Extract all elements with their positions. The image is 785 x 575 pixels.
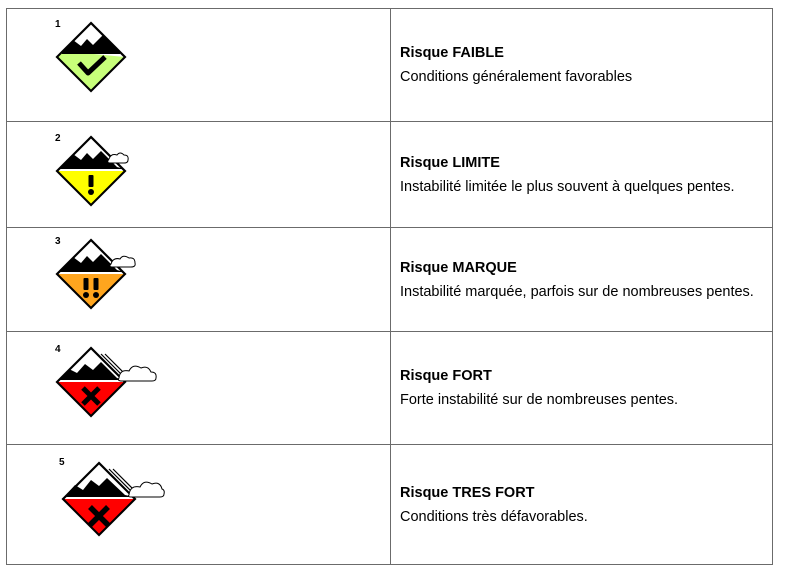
risk-icon-cell xyxy=(7,445,391,565)
risk-row-2 xyxy=(7,122,773,228)
risk-title: Risque LIMITE xyxy=(400,154,500,171)
risk-level-5-pictogram xyxy=(55,455,165,551)
risk-row-5 xyxy=(7,445,773,565)
cloud-icon xyxy=(118,366,156,381)
level-number: 1 xyxy=(55,19,61,30)
risk-row-1 xyxy=(7,9,773,122)
risk-title: Risque FORT xyxy=(400,368,492,384)
cloud-icon xyxy=(108,153,128,163)
risk-description: Conditions généralement favorables xyxy=(400,69,633,85)
risk-icon-cell xyxy=(7,122,391,228)
risk-row-3 xyxy=(7,228,773,332)
risk-level-3-pictogram xyxy=(51,234,141,320)
level-number: 5 xyxy=(59,457,65,468)
risk-description: Instabilité limitée le plus souvent à quelques pentes. xyxy=(400,178,735,195)
cloud-icon xyxy=(110,256,135,267)
risk-icon-cell xyxy=(7,332,391,445)
risk-description: Forte instabilité sur de nombreuses pentes. xyxy=(400,392,679,408)
risk-icon-cell xyxy=(7,9,391,122)
risk-level-4-pictogram xyxy=(51,342,161,428)
risk-level-2-pictogram xyxy=(51,131,141,217)
risk-description: Instabilité marquée, parfois sur de nombreuses pentes. xyxy=(400,283,754,300)
level-number: 3 xyxy=(55,236,61,247)
cloud-icon xyxy=(128,482,164,497)
risk-description: Conditions très défavorables. xyxy=(400,508,588,525)
risk-icon-cell xyxy=(7,228,391,332)
risk-title: Risque FAIBLE xyxy=(400,45,504,61)
exclamation-icon xyxy=(88,175,94,195)
avalanche-risk-table xyxy=(6,8,773,565)
risk-level-1-pictogram xyxy=(51,17,141,103)
risk-title: Risque TRES FORT xyxy=(400,484,535,501)
risk-row-4 xyxy=(7,332,773,445)
level-number: 4 xyxy=(55,344,61,355)
risk-title: Risque MARQUE xyxy=(400,259,517,276)
level-number: 2 xyxy=(55,133,61,144)
